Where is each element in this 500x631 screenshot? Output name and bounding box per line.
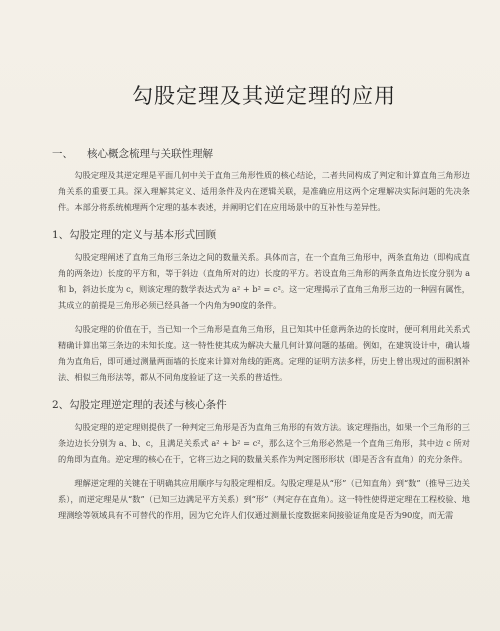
paragraph-converse-key: 理解逆定理的关键在于明确其应用顺序与勾股定理相反。勾股定理是从“形”（已知直角）到“数”（推导三边关系），而逆定理是从“数”（已知三边满足平方关系）到“形”（判定存在直角）。这一特性使得逆定理在工程校验、地理测绘等领域具有不可替代的作用，因为它允许人们仅通过测量长度数据来间接验证角度是否为90度，而无需 [58,478,470,520]
paragraph-definition: 勾股定理阐述了直角三角形三条边之间的数量关系。具体而言，在一个直角三角形中，两条直角边（即构成直角的两条边）长度的平方和，等于斜边（直角所对的边）长度的平方。若设直角三角形的两条直角边长度分别为 a 和 b，斜边长度为 c，则该定理的数学表达式为 a² + b² = c²。这一定理揭示了直角三角形三边的一种固有属性，其成立的前提是三角形必须已经具备一个内角为90度的条件。 [58,252,470,310]
paragraph-value: 勾股定理的价值在于，当已知一个三角形是直角三角形，且已知其中任意两条边的长度时，便可利用此关系式精确计算出第三条边的未知长度。这一特性使其成为解决大量几何计算问题的基础。例如，在建筑设计中，确认墙角为直角后，即可通过测量两面墙的长度来计算对角线的距离。定理的证明方法多样，历史上曾出现过的面积割补法、相似三角形法等，都从不同角度验证了这一关系的普适性。 [58,324,470,382]
section-intro-paragraph: 勾股定理及其逆定理是平面几何中关于直角三角形性质的核心结论，二者共同构成了判定和计算直角三角形边角关系的重要工具。深入理解其定义、适用条件及内在逻辑关联，是准确应用这两个定理解决实际问题的先决条件。本部分将系统梳理两个定理的基本表述，并阐明它们在应用场景中的互补性与差异性。 [58,170,470,212]
paragraph-converse: 勾股定理的逆定理则提供了一种判定三角形是否为直角三角形的有效方法。该定理指出，如果一个三角形的三条边边长分别为 a、b、c，且满足关系式 a² + b² = c²，那么这个三角形必然是一个直角三角形，其中边 c 所对的角即为直角。逆定理的核心在于，它将三边之间的数量关系作为判定图形形状（即是否含有直角）的充分条件。 [58,422,470,464]
subsection-heading-1: 1、勾股定理的定义与基本形式回顾 [52,229,217,241]
page-title: 勾股定理及其逆定理的应用 [132,84,396,108]
section-heading-text: 核心概念梳理与关联性理解 [87,148,213,160]
subsection-heading-2: 2、勾股定理逆定理的表述与核心条件 [52,399,227,411]
section-heading [52,146,470,161]
section-number: 一、 [52,148,73,160]
